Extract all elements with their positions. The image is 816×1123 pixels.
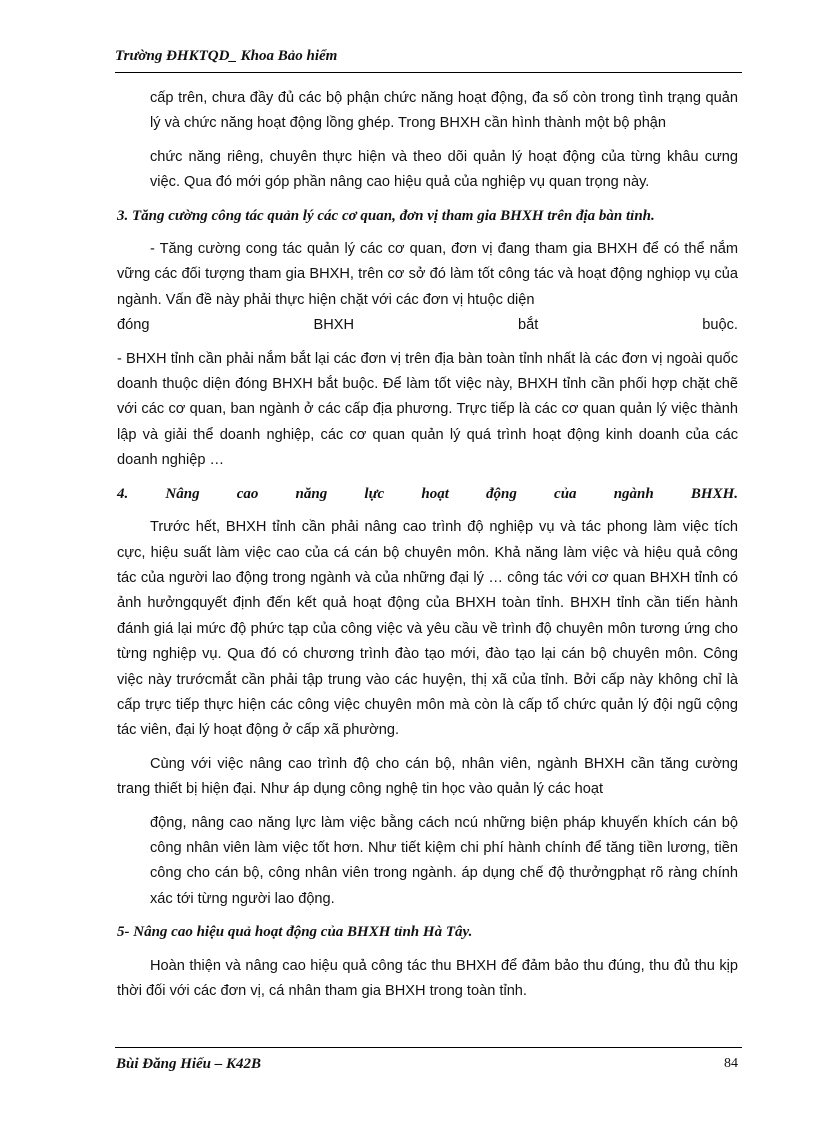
paragraph: đóng BHXH bắt buộc. [117,317,738,334]
paragraph: - BHXH tỉnh cần phải nắm bắt lại các đơn vị trên địa bàn toàn tỉnh nhất là các đơn vị ngoài quốc doanh thuộc diện đóng BHXH bắt buộc. Để làm tốt việc này, BHXH tỉnh cần phối hợp chặt chẽ với các cơ quan, ban ngành ở các cấp địa phương. Trực tiếp là các cơ quan quản lý việc thành lập và giải thể doanh nghiệp, các cơ quan quản lý quá trình hoạt động kinh doanh của các doanh nghiệp … [117,350,738,469]
paragraph: cấp trên, chưa đầy đủ các bộ phận chức năng hoạt động, đa số còn trong tình trạng quản lý và chức năng hoạt động lồng ghép. Trong BHXH cần hình thành một bộ phận [150,90,738,132]
paragraph: động, nâng cao năng lực làm việc bằng cách ncú những biện pháp khuyến khích cán bộ công nhân viên làm việc tốt hơn. Như tiết kiệm chi phí hành chính để tăng tiền lương, tiền công cho cán bộ, công nhân viên trong ngành. áp dụng chế độ thưởngphạt rõ ràng chính xác tới từng người lao động. [150,814,738,907]
document-body [117,86,738,1004]
section-heading: 4. Nâng cao năng lực hoạt động của ngành BHXH. [117,485,738,502]
footer-author: Bùi Đăng Hiếu – K42B [116,1056,262,1072]
section-heading: 5- Nâng cao hiệu quả hoạt động của BHXH tỉnh Hà Tây. [117,924,473,941]
section-heading: 3. Tăng cường công tác quản lý các cơ quan, đơn vị tham gia BHXH trên địa bàn tỉnh. [117,207,655,224]
footer-divider [115,1047,742,1048]
paragraph: chức năng riêng, chuyên thực hiện và theo dõi quản lý hoạt động của từng khâu cưng việc. Qua đó mới góp phần nâng cao hiệu quả của nghiệp vụ quan trọng này. [150,148,738,191]
header-divider [115,72,742,73]
paragraph: Hoàn thiện và nâng cao hiệu quả công tác thu BHXH để đảm bảo thu đúng, thu đủ thu kịp thời đối với các đơn vị, cá nhân tham gia BHXH trong toàn tỉnh. [117,957,738,999]
page-number: 84 [724,1056,738,1071]
paragraph: Trước hết, BHXH tỉnh cần phải nâng cao trình độ nghiệp vụ và tác phong làm việc tích cực, hiệu suất làm việc cao của cá cán bộ chuyên môn. Khả năng làm việc và hiệu quả công tác của người lao động trong ngành và của những đại lý … công tác với cơ quan BHXH tỉnh có ảnh hưởngquyết định đến kết quả hoạt động của BHXH toàn tỉnh. BHXH tỉnh cần tiến hành đánh giá lại mức độ phức tạp của công việc và yêu cầu về trình độ chuyên môn tương ứng cho từng nghiệp vụ. Qua đó có chương trình đào tạo mới, đào tạo lại cán bộ chuyên môn. Công việc này trướcmắt cần phải tập trung vào các huyện, thị xã của tỉnh. Bởi cấp này không chỉ là cấp trực tiếp thực hiện các công việc chuyên môn mà còn là cấp tổ chức quản lý đội ngũ cộng tác viên, đại lý hoạt động ở cấp xã phường. [117,519,738,739]
page-header-title: Trường ĐHKTQD_ Khoa Bảo hiểm [115,48,338,64]
paragraph: - Tăng cường cong tác quản lý các cơ quan, đơn vị đang tham gia BHXH để có thể nắm vững các đối tượng tham gia BHXH, trên cơ sở đó làm tốt công tác và hoạt động nghiọp vụ của ngành. Vấn đề này phải thực hiện chặt với các đơn vị htuộc diện [117,241,738,308]
paragraph: Cùng với việc nâng cao trình độ cho cán bộ, nhân viên, ngành BHXH cần tăng cường trang thiết bị hiện đại. Như áp dụng công nghệ tin học vào quản lý các hoạt [117,755,738,798]
